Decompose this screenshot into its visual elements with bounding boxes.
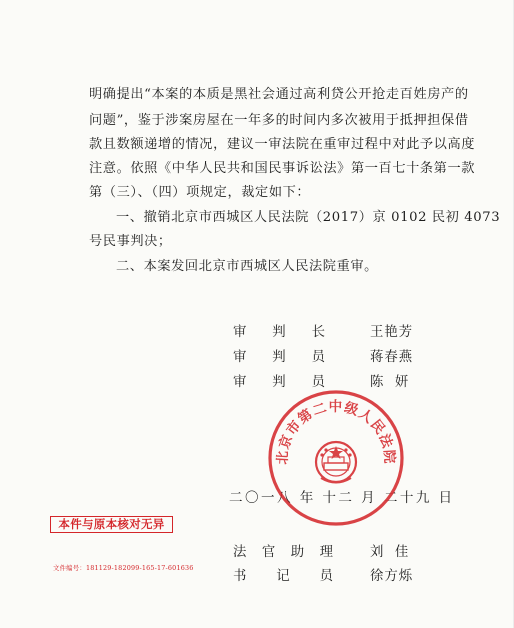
signature-role [233,541,333,560]
role-char: 判 [272,350,286,365]
role-char: 记 [276,569,290,584]
signature-role [233,321,325,340]
ruling-item-1-cont: 号民事判决； [89,234,172,249]
signature-role [233,565,333,584]
role-char: 审 [233,375,247,390]
signature-name: 徐方烁 [370,569,414,584]
role-char: 法 [233,545,247,560]
role-char: 书 [233,569,247,584]
role-char: 员 [311,375,325,390]
body-line-5: 第（三）、（四）项规定，裁定如下： [89,185,311,200]
signature-name: 刘 佳 [370,545,410,560]
role-char: 审 [233,325,247,340]
role-char: 长 [311,325,325,340]
ruling-item-2: 二、本案发回北京市西城区人民法院重审。 [116,259,378,274]
body-line-4: 注意。依照《中华人民共和国民事诉讼法》第一百七十条第一款 [89,161,476,176]
body-line-3: 款且数额递增的情况，建议一审法院在重审过程中对此予以高度 [89,137,476,152]
court-seal-stamp [266,388,406,528]
role-char: 理 [319,545,333,560]
role-char: 判 [272,325,286,340]
national-emblem-icon [316,442,356,483]
signature-name: 王艳芳 [370,325,414,340]
role-char: 员 [311,350,325,365]
role-char: 判 [272,375,286,390]
seal-court-name: 北京市第二中级人民法院 [274,399,398,466]
ruling-item-1: 一、撤销北京市西城区人民法院（2017）京 0102 民初 4073 [116,210,501,225]
signature-name: 蒋春燕 [370,350,414,365]
signature-name: 陈 妍 [370,375,410,390]
signature-role [233,346,325,365]
body-line-2: 问题”，鉴于涉案房屋在一年多的时间内多次被用于抵押担保借 [89,113,469,128]
role-char: 员 [319,569,333,584]
role-char: 助 [290,545,305,560]
document-number: 文件编号：181129-182099-165-17-601636 [53,564,194,572]
body-line-1: 明确提出“本案的本质是黑社会通过高利贷公开抢走百姓房产的 [89,87,469,102]
ruling-date: 二〇一八 年 十二 月 二十九 日 [229,490,455,506]
certification-stamp: 本件与原本核对无异 [50,516,173,533]
role-char: 官 [261,545,276,560]
role-char: 审 [233,350,247,365]
